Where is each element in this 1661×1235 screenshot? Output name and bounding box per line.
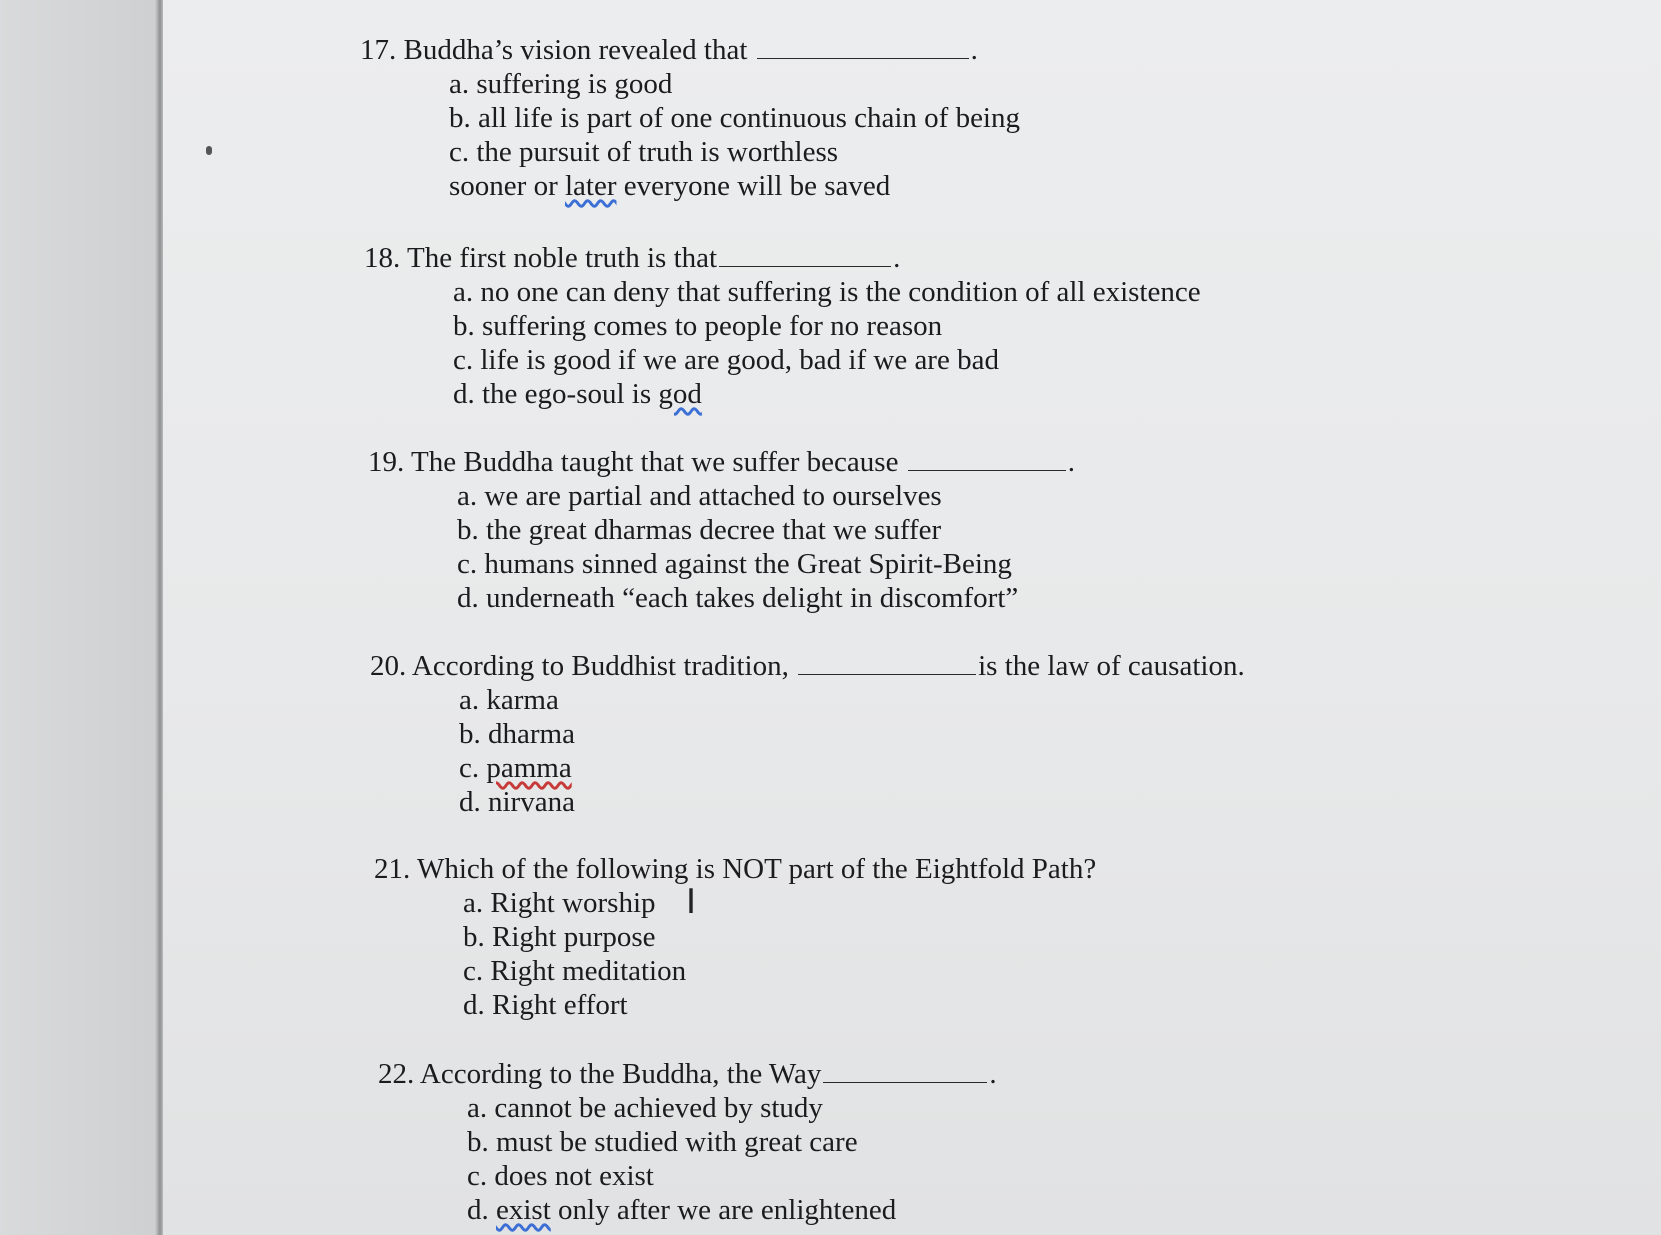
- spellcheck-flagged-word[interactable]: pamma: [486, 752, 572, 784]
- option-text: the pursuit of truth is worthless: [476, 136, 839, 168]
- option-letter: a.: [453, 276, 474, 308]
- question-number: 19.: [368, 446, 405, 478]
- option-letter: d.: [453, 378, 475, 410]
- option-d[interactable]: [463, 988, 1096, 1022]
- question-20: [370, 648, 1245, 819]
- option-list: [453, 275, 1201, 411]
- option-b[interactable]: [463, 920, 1096, 954]
- option-letter: b.: [453, 310, 475, 342]
- question-text: The Buddha taught that we suffer because: [410, 446, 899, 478]
- option-text: underneath “each takes delight in discomfort”: [486, 582, 1019, 614]
- stem-end: .: [970, 34, 978, 66]
- option-letter: c.: [467, 1160, 488, 1192]
- option-letter: a.: [457, 480, 478, 512]
- option-letter: a.: [463, 887, 484, 919]
- answer-blank[interactable]: [757, 32, 969, 59]
- option-text: suffering is good: [476, 68, 673, 100]
- option-letter: b.: [463, 921, 485, 953]
- option-a[interactable]: [457, 479, 1075, 513]
- option-c[interactable]: [463, 954, 1096, 988]
- option-letter: b.: [467, 1126, 489, 1158]
- question-stem: [364, 240, 1201, 275]
- answer-blank[interactable]: [798, 648, 976, 675]
- option-letter: d.: [459, 786, 481, 818]
- option-d[interactable]: [457, 581, 1075, 615]
- question-text: According to the Buddha, the Way: [419, 1058, 822, 1090]
- option-a[interactable]: [449, 67, 1020, 101]
- question-number: 21.: [374, 853, 411, 885]
- question-number: 22.: [378, 1058, 415, 1090]
- question-stem: [370, 648, 1245, 683]
- option-letter: c.: [459, 752, 480, 784]
- option-text: humans sinned against the Great Spirit-Being: [484, 548, 1012, 580]
- option-d[interactable]: [459, 785, 1245, 819]
- text-cursor-icon: I: [686, 882, 697, 922]
- option-text: everyone will be saved: [616, 170, 891, 202]
- stem-end: is the law of causation.: [978, 650, 1245, 682]
- option-a[interactable]: [463, 886, 1096, 920]
- option-text: the great dharmas decree that we suffer: [486, 514, 942, 546]
- spellcheck-flagged-word[interactable]: exist: [496, 1194, 551, 1226]
- stem-end: .: [1067, 446, 1075, 478]
- option-list: [463, 886, 1096, 1022]
- option-text: Right meditation: [490, 955, 687, 987]
- question-stem: [378, 1056, 997, 1091]
- option-text: the ego-soul is: [482, 378, 659, 410]
- question-18: [364, 240, 1201, 411]
- question-text: Buddha’s vision revealed that: [403, 34, 748, 66]
- option-b[interactable]: [467, 1125, 997, 1159]
- spellcheck-flagged-word[interactable]: god: [658, 378, 702, 410]
- question-stem: [374, 852, 1096, 886]
- option-text: no one can deny that suffering is the condition of all existence: [480, 276, 1201, 308]
- option-a[interactable]: [467, 1091, 997, 1125]
- option-letter: a.: [449, 68, 470, 100]
- option-letter: a.: [467, 1092, 488, 1124]
- option-letter: c.: [457, 548, 478, 580]
- option-letter: b.: [457, 514, 479, 546]
- option-b[interactable]: [453, 309, 1201, 343]
- answer-blank[interactable]: [823, 1056, 987, 1083]
- option-text: Right purpose: [492, 921, 656, 953]
- option-b[interactable]: [457, 513, 1075, 547]
- option-a[interactable]: [459, 683, 1245, 717]
- option-a[interactable]: [453, 275, 1201, 309]
- option-text: suffering comes to people for no reason: [482, 310, 943, 342]
- option-letter: b.: [459, 718, 481, 750]
- option-text: dharma: [488, 718, 575, 750]
- option-b[interactable]: [459, 717, 1245, 751]
- question-text: Which of the following is NOT part of the Eightfold Path?: [416, 853, 1097, 885]
- option-c[interactable]: [453, 343, 1201, 377]
- option-text: all life is part of one continuous chain of being: [478, 102, 1020, 134]
- stem-end: .: [989, 1058, 997, 1090]
- question-stem: [360, 32, 1020, 67]
- question-22: [378, 1056, 997, 1227]
- option-letter: b.: [449, 102, 471, 134]
- spellcheck-flagged-word[interactable]: later: [564, 170, 617, 202]
- option-list: [467, 1091, 997, 1227]
- question-number: 18.: [364, 242, 401, 274]
- option-letter: d.: [467, 1194, 489, 1226]
- option-c[interactable]: [449, 135, 1020, 169]
- option-c[interactable]: [459, 751, 1245, 785]
- option-letter: d.: [463, 989, 485, 1021]
- question-stem: [368, 444, 1075, 479]
- option-text: cannot be achieved by study: [494, 1092, 823, 1124]
- option-text: only after we are enlightened: [550, 1194, 897, 1226]
- option-letter: c.: [463, 955, 484, 987]
- option-text: karma: [486, 684, 559, 716]
- question-21: [374, 852, 1096, 1022]
- option-text: nirvana: [488, 786, 575, 818]
- option-text: must be studied with great care: [496, 1126, 858, 1158]
- question-text: According to Buddhist tradition,: [411, 650, 789, 682]
- answer-blank[interactable]: [719, 240, 891, 267]
- option-c[interactable]: [467, 1159, 997, 1193]
- option-letter: a.: [459, 684, 480, 716]
- screen-speck: [206, 146, 212, 155]
- option-b[interactable]: [449, 101, 1020, 135]
- option-text: life is good if we are good, bad if we are bad: [480, 344, 999, 376]
- option-text: we are partial and attached to ourselves: [484, 480, 942, 512]
- option-d[interactable]: [449, 169, 1020, 203]
- option-text: Right worship: [490, 887, 656, 919]
- option-list: [449, 67, 1020, 203]
- question-number: 20.: [370, 650, 407, 682]
- option-d[interactable]: [453, 377, 1201, 411]
- option-list: [457, 479, 1075, 615]
- option-text: Right effort: [492, 989, 628, 1021]
- option-letter: d.: [457, 582, 479, 614]
- option-c[interactable]: [457, 547, 1075, 581]
- question-text: The first noble truth is that: [406, 242, 718, 274]
- option-letter: c.: [453, 344, 474, 376]
- question-19: [368, 444, 1075, 615]
- option-letter: c.: [449, 136, 470, 168]
- option-text: sooner or: [449, 170, 565, 202]
- option-list: [459, 683, 1245, 819]
- question-17: [360, 32, 1020, 203]
- answer-blank[interactable]: [908, 444, 1066, 471]
- option-d[interactable]: [467, 1193, 997, 1227]
- option-text: does not exist: [494, 1160, 654, 1192]
- question-number: 17.: [360, 34, 397, 66]
- stem-end: .: [893, 242, 901, 274]
